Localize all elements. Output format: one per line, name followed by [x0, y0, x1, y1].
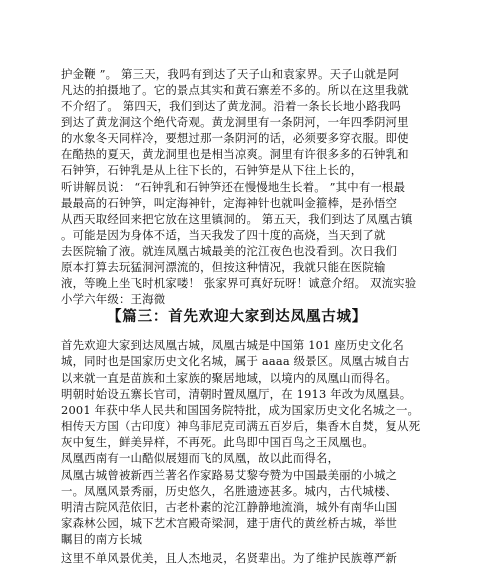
text-line: 家森林公园，城下艺术宫殿奇梁洞，建于唐代的黄丝桥古城，举世: [61, 516, 398, 530]
text-line: 液，等晚上坐飞时机家喽！ 张家界可真好玩呀！诚意介绍。 双流实验: [61, 276, 417, 290]
text-line: 凡达的拍摄地了。它的景点其实和黄石寨差不多的。所以在这里我就: [61, 83, 409, 97]
text-line: 以来就一直是苗族和土家族的聚居地域，以境内的凤凰山而得名。: [61, 371, 398, 385]
text-line: 首先欢迎大家到达凤凰古城，凤凰古城是中国第 101 座历史文化名: [61, 338, 404, 352]
text-line: 一。凤凰风景秀丽，历史悠久，名胜遗迹甚多。城内，古代城楼、: [61, 484, 398, 498]
text-line: 城，同时也是国家历史文化名城，属于 aaaa 级景区。凤凰古城自古: [61, 354, 410, 368]
text-line: 。可能是因为身体不适，当天我发了四十度的高烧，当天到了就: [61, 228, 386, 242]
text-line: 去医院输了液。就连凤凰古城最美的沱江夜色也没看到。次日我们: [61, 244, 398, 258]
text-line: 石钟笋，石钟乳是从上往下长的，石钟笋是从下往上长的，: [61, 163, 363, 177]
text-line: 明朝时始设五寨长官司，清朝时置凤凰厅，在 1913 年改为凤凰县。: [61, 387, 412, 401]
text-line: 灰中复生，鲜美异样，不再死。此鸟即中国百鸟之王凤凰也。: [61, 435, 374, 449]
text-line: 从西天取经回来把它放在这里镇洞的。 第五天，我们到达了凤凰古镇: [61, 212, 413, 226]
text-line: 在酷热的夏天，黄龙洞里也是相当凉爽。洞里有许很多多的石钟乳和: [61, 147, 409, 161]
text-line: 小学六年级：王海微: [61, 292, 166, 306]
text-line: 到达了黄龙洞这个绝代奇观。黄龙洞里有一条阴河，一年四季阴河里: [61, 115, 409, 129]
text-line: 听讲解员说： “石钟乳和石钟笋还在慢慢地生长着。 ”其中有一根最: [61, 180, 406, 194]
text-line: 护金鞭 ”。 第三天，我吗有到达了天子山和袁家界。天子山就是阿: [61, 67, 400, 81]
text-line: 凤凰西南有一山酷似展翅而飞的凤凰，故以此而得名，: [61, 451, 340, 465]
text-line: 这里不单风景优美，且人杰地灵，名贤辈出。为了维护民族尊严新: [61, 551, 398, 565]
text-line: 凤凰古城曾被新西兰著名作家路易艾黎夸赞为中国最美丽的小城之: [61, 468, 398, 482]
text-line: 相传天方国（古印度）神鸟菲尼克司满五百岁后，集香木自焚，复从死: [61, 419, 421, 433]
text-line: 最最高的石钟笋，叫定海神针，定海神针也就叫金箍棒，是孙悟空: [61, 196, 398, 210]
text-line: 的水象冬天同样冷，要想过那一条阴河的话，必须要多穿衣服。即使: [61, 131, 409, 145]
text-line: 瞩目的南方长城: [61, 532, 143, 546]
text-line: 明清古院风范依旧，古老朴素的沱江静静地流淌，城外有南华山国: [61, 500, 398, 514]
section-heading: 【篇三：首先欢迎大家到达凤凰古城】: [107, 308, 368, 325]
text-line: 2001 年获中华人民共和国国务院特批，成为国家历史文化名城之一。: [61, 403, 420, 417]
text-line: 不介绍了。 第四天，我们到达了黄龙洞。沿着一条长长地小路我吗: [61, 99, 401, 113]
text-line: 原本打算去玩猛洞河漂流的，但按这种情况，我就只能在医院输: [61, 260, 386, 274]
